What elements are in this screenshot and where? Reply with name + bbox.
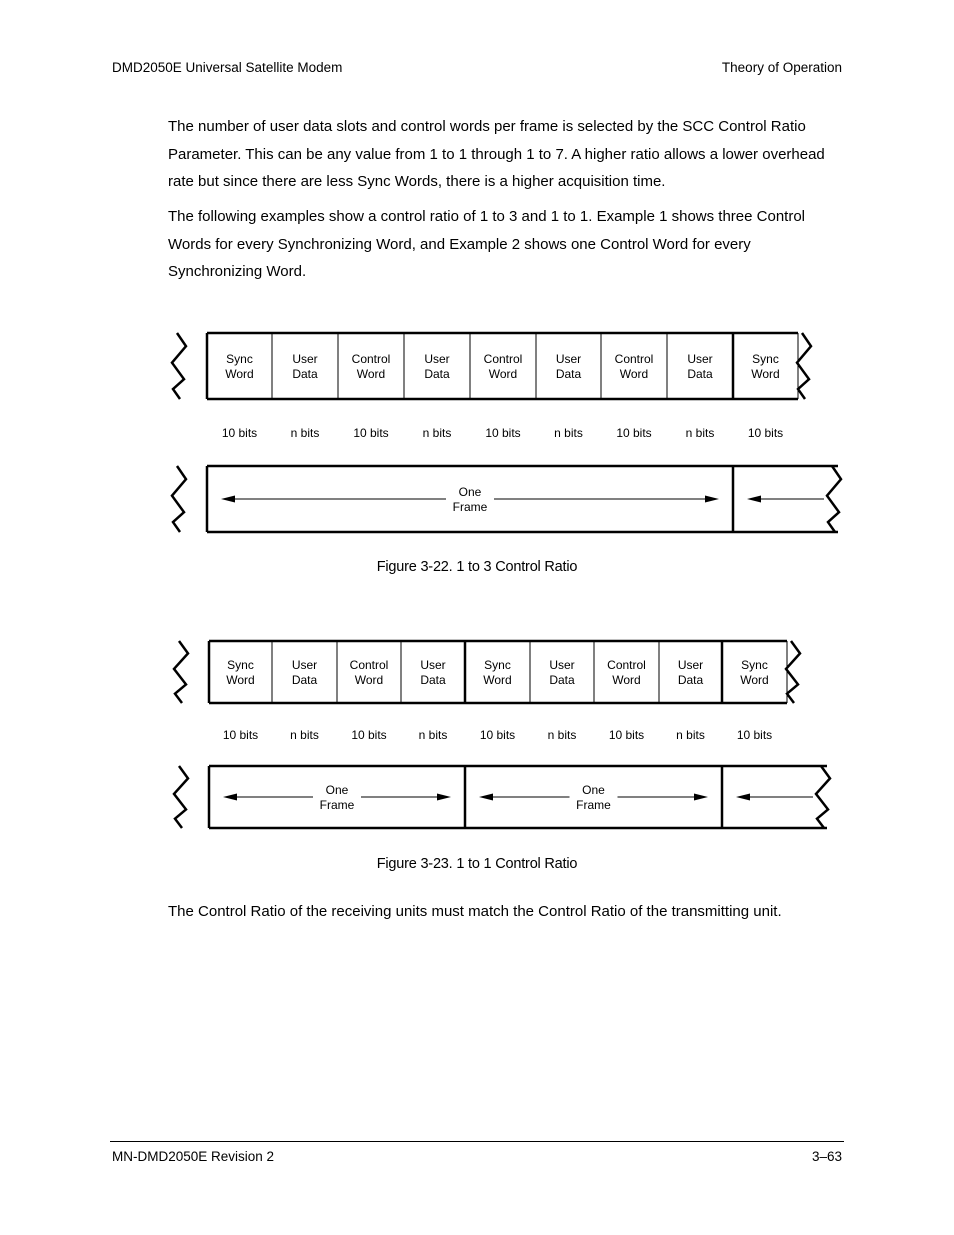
slot-label-line2: Word (356, 367, 386, 381)
slot-label-line1: Sync (484, 658, 511, 672)
slot-bit-width-label: n bits (554, 426, 583, 440)
slot-label-line1: Control (483, 352, 523, 366)
slot-label-line1: User (424, 352, 450, 366)
paragraph-control-ratio-match: The Control Ratio of the receiving units must match the Control Ratio of the transmitting unit. (168, 903, 782, 920)
frame-label-line1: One (325, 783, 349, 797)
figure-caption-3-22: Figure 3-22. 1 to 3 Control Ratio (376, 559, 578, 575)
slot-label-line1: Control (351, 352, 391, 366)
slot-bit-width-label: n bits (676, 728, 705, 742)
slot-label-line1: Sync (227, 658, 254, 672)
slot-bit-width-label: 10 bits (353, 426, 389, 440)
footer-page-number: 3–63 (811, 1149, 842, 1164)
slot-label-line1: Control (614, 352, 654, 366)
frame-break-mark-left (172, 466, 186, 532)
break-mark-left (174, 641, 188, 703)
frame-label-line2: Frame (452, 500, 488, 514)
figure-1-to-1-control-ratio (0, 628, 954, 848)
footer-rule (110, 1141, 844, 1142)
slot-label-line2: Data (677, 673, 704, 687)
arrowhead-left (221, 496, 235, 503)
arrowhead-left (223, 794, 237, 801)
break-mark-left (172, 333, 186, 399)
slot-label-line1: Control (349, 658, 389, 672)
slot-label-line1: User (292, 352, 318, 366)
slot-label-line1: Sync (741, 658, 768, 672)
break-mark-right (797, 333, 811, 399)
slot-bit-width-label: n bits (290, 426, 320, 440)
slot-label-line2: Data (291, 673, 318, 687)
slot-label-line2: Word (619, 367, 649, 381)
paragraph-examples: The following examples show a control ratio of 1 to 3 and 1 to 1. Example 1 shows three Control Words for every Synchronizing Word, and Example 2 shows one Control Word for every Synchronizing Word. (168, 208, 806, 280)
arrowhead-left (747, 496, 761, 503)
slot-label-line2: Data (687, 367, 713, 381)
slot-label-line1: User (677, 658, 704, 672)
frame-label-line2: Frame (319, 798, 355, 812)
header-document-title: DMD2050E Universal Satellite Modem (112, 60, 343, 75)
arrowhead-right (694, 794, 708, 801)
slot-bit-width-label: 10 bits (485, 426, 521, 440)
frame-break-mark-left (174, 766, 188, 828)
arrowhead-left (736, 794, 750, 801)
slot-label-line1: Sync (226, 352, 253, 366)
slot-label-line1: Control (607, 658, 646, 672)
arrowhead-right (437, 794, 451, 801)
frame-label-line1: One (458, 485, 482, 499)
slot-label-line2: Word (483, 673, 512, 687)
arrowhead-right (705, 496, 719, 503)
figure-1-to-3-control-ratio (0, 320, 954, 550)
frame-label-line1: One (582, 783, 605, 797)
break-mark-right (786, 641, 800, 703)
slot-label-line2: Data (292, 367, 318, 381)
slot-label-line2: Data (549, 673, 575, 687)
slot-bit-width-label: 10 bits (608, 728, 645, 742)
frame-break-mark-right (827, 466, 841, 532)
paragraph-control-ratio-intro: The number of user data slots and control words per frame is selected by the SCC Control Ratio Parameter. This can be any value from 1 to 1 through 1 to 7. A higher ratio allows a lower overhead rate but since there are less Sync Words, there is a higher acquisition time. (168, 118, 825, 190)
slot-bit-width-label: 10 bits (351, 728, 387, 742)
slot-bit-width-label: 10 bits (222, 728, 259, 742)
figure-caption-3-23: Figure 3-23. 1 to 1 Control Ratio (376, 856, 578, 872)
slot-bit-width-label: n bits (547, 728, 577, 742)
slot-bit-width-label: n bits (418, 728, 448, 742)
slot-label-line1: User (549, 658, 575, 672)
slot-label-line2: Data (420, 673, 446, 687)
slot-bit-width-label: n bits (290, 728, 319, 742)
slot-label-line2: Data (555, 367, 582, 381)
header-section-title: Theory of Operation (721, 60, 842, 75)
slot-label-line2: Word (226, 673, 255, 687)
slot-bit-width-label: 10 bits (747, 426, 784, 440)
slot-label-line1: User (420, 658, 446, 672)
slot-label-line2: Word (488, 367, 518, 381)
slot-label-line1: User (687, 352, 713, 366)
slot-label-line2: Word (740, 673, 769, 687)
slot-bit-width-label: n bits (685, 426, 715, 440)
frame-break-mark-right (816, 766, 830, 828)
slot-bit-width-label: 10 bits (479, 728, 516, 742)
slot-label-line2: Word (225, 367, 254, 381)
slot-label-line2: Word (751, 367, 780, 381)
slot-label-line2: Word (354, 673, 384, 687)
slot-bit-width-label: n bits (422, 426, 452, 440)
slot-bit-width-label: 10 bits (736, 728, 773, 742)
slot-bit-width-label: 10 bits (616, 426, 652, 440)
slot-label-line1: User (555, 352, 582, 366)
frame-label-line2: Frame (576, 798, 611, 812)
slot-label-line2: Data (424, 367, 450, 381)
footer-manual-revision: MN-DMD2050E Revision 2 (112, 1149, 275, 1164)
arrowhead-left (479, 794, 493, 801)
slot-label-line2: Word (612, 673, 641, 687)
slot-label-line1: User (291, 658, 318, 672)
slot-label-line1: Sync (752, 352, 779, 366)
slot-bit-width-label: 10 bits (221, 426, 258, 440)
